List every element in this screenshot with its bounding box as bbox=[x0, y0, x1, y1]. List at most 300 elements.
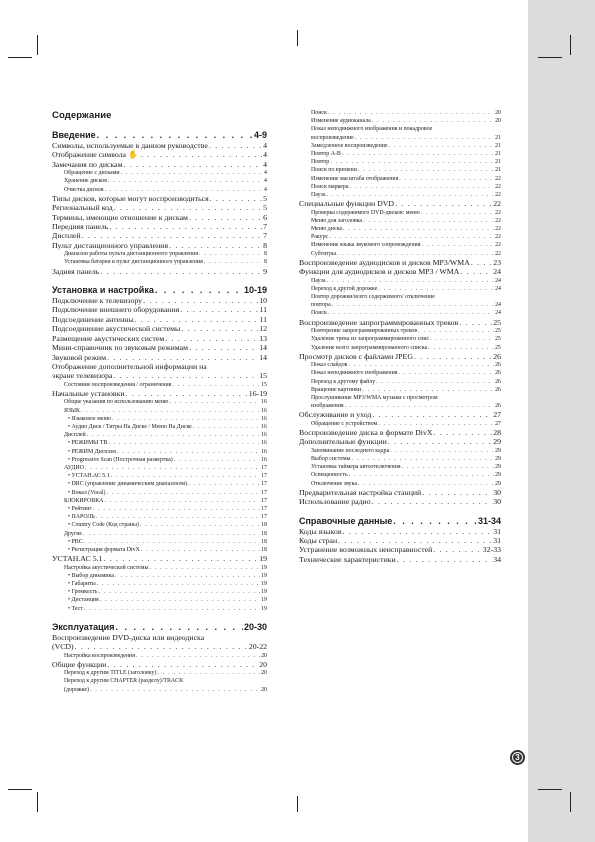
toc-entry bbox=[299, 183, 501, 191]
toc-entry-label: Вращение картинки bbox=[311, 386, 362, 393]
toc-entry-text: Переход к другим CHAPTER (разделу)/TRACK bbox=[64, 678, 184, 685]
dot-leader bbox=[157, 669, 260, 677]
toc-entry-text: Воспроизведение DVD-диска или видеодиска bbox=[52, 632, 205, 642]
dot-leader bbox=[422, 488, 492, 497]
dot-leader bbox=[169, 398, 260, 406]
toc-entry-label: Отключение звука bbox=[311, 480, 358, 487]
toc-page-number: 20-22 bbox=[248, 642, 267, 652]
toc-entry bbox=[299, 437, 501, 446]
toc-entry bbox=[299, 369, 501, 377]
dot-leader bbox=[388, 437, 492, 446]
toc-page-number: 22 bbox=[495, 242, 501, 249]
toc-page-number: 16 bbox=[261, 415, 267, 422]
toc-entry bbox=[52, 564, 267, 572]
dot-leader bbox=[87, 431, 260, 439]
toc-entry-label: Устранение возможных неисправностей bbox=[299, 545, 433, 555]
toc-page-number: 20 bbox=[259, 659, 267, 669]
dot-leader bbox=[349, 183, 494, 191]
toc-entry-label: Воспроизведение аудиодисков и дисков MP3/WMA bbox=[299, 257, 470, 267]
toc-page-number: 20 bbox=[495, 110, 501, 116]
toc-page-number: 24 bbox=[493, 267, 501, 277]
toc-page-number: 30 bbox=[493, 497, 501, 507]
toc-entry-label: Обслуживание и уход bbox=[299, 410, 372, 420]
toc-entry-label: Поиск маркера bbox=[311, 183, 349, 190]
toc-entry-label: • Языковое меню bbox=[68, 415, 111, 422]
toc-entry bbox=[52, 431, 267, 439]
toc-entry-label: Введение bbox=[52, 130, 96, 140]
toc-page-number: 24 bbox=[495, 285, 501, 292]
toc-page-number: 10 bbox=[259, 296, 267, 306]
dot-leader bbox=[363, 217, 494, 225]
dot-leader bbox=[115, 621, 243, 633]
dot-leader bbox=[402, 463, 495, 471]
toc-page-number: 17 bbox=[261, 481, 267, 488]
toc-entry-label: • DRC (управление динамическим диапазоном) bbox=[68, 481, 188, 488]
toc-entry-label: Дисплей bbox=[52, 231, 81, 241]
dot-leader bbox=[362, 386, 494, 394]
toc-page-number: 19 bbox=[261, 581, 267, 588]
toc-entry bbox=[299, 142, 501, 150]
dot-leader bbox=[414, 352, 492, 361]
dot-leader bbox=[399, 175, 494, 183]
dot-leader bbox=[136, 652, 260, 660]
toc-entry bbox=[299, 117, 501, 125]
dot-leader bbox=[113, 371, 258, 380]
toc-page-number: 26 bbox=[495, 362, 501, 369]
toc-entry bbox=[299, 361, 501, 369]
toc-entry bbox=[52, 250, 267, 258]
toc-page-number: 24 bbox=[495, 302, 501, 309]
toc-entry bbox=[299, 402, 501, 410]
crop-mark bbox=[538, 789, 562, 790]
toc-page-number: 8 bbox=[263, 240, 267, 250]
toc-page-number: 21 bbox=[495, 167, 501, 174]
toc-entry-label: Удаление всего запрограммированного списка bbox=[311, 344, 428, 351]
toc-entry bbox=[52, 588, 267, 596]
toc-entry-label: • Аудио Диск / Титры На Диске / Меню На Диске bbox=[68, 423, 192, 430]
toc-entry-label: Установка и настройка bbox=[52, 285, 154, 296]
toc-page-number: 30 bbox=[493, 487, 501, 497]
toc-entry-label: Пульт дистанционного управления bbox=[52, 240, 169, 250]
dot-leader bbox=[372, 410, 492, 419]
crop-mark bbox=[8, 789, 32, 790]
toc-entry bbox=[52, 169, 267, 177]
toc-page-number: 27 bbox=[493, 410, 501, 420]
dot-leader bbox=[107, 353, 258, 362]
dot-leader bbox=[84, 605, 260, 613]
dot-leader bbox=[155, 284, 243, 296]
toc-section bbox=[52, 621, 267, 633]
toc-page-number: 4 bbox=[264, 186, 267, 193]
toc-entry-label: • РЕЖИМ Дисплея bbox=[68, 448, 116, 455]
toc-page-number: 32-33 bbox=[482, 545, 501, 555]
toc-entry-label: Хранение дисков bbox=[64, 178, 108, 185]
toc-entry-label: • УСТАН.АС 5.1 bbox=[68, 473, 110, 480]
toc-page-number: 23 bbox=[493, 257, 501, 267]
dot-leader bbox=[126, 389, 248, 398]
dot-leader bbox=[372, 497, 493, 506]
toc-entry bbox=[52, 203, 267, 212]
toc-entry bbox=[52, 423, 267, 431]
toc-entry-label: Проверка содержимого DVD-дисков: меню bbox=[311, 209, 420, 216]
toc-page-number: 25 bbox=[493, 317, 501, 327]
toc-entry-label: Субтитры bbox=[311, 250, 336, 257]
toc-page-number: 21 bbox=[495, 151, 501, 158]
dot-leader bbox=[82, 231, 262, 240]
toc-entry-label: Замедленное воспроизведение bbox=[311, 142, 388, 149]
crop-mark bbox=[538, 57, 562, 58]
toc-page-number: 17 bbox=[261, 505, 267, 512]
dot-leader bbox=[107, 489, 261, 497]
toc-entry-label: Справочные данные bbox=[299, 515, 393, 526]
toc-entry-label: Установка батареи в пульт дистанционного управления bbox=[64, 259, 203, 266]
toc-page-number: 29 bbox=[495, 472, 501, 479]
dot-leader bbox=[169, 241, 262, 250]
toc-entry-label: Настройка акустической системы bbox=[64, 564, 149, 571]
toc-page-number: 11 bbox=[259, 305, 267, 315]
toc-entry-label: Ракурс bbox=[311, 234, 329, 241]
toc-entry bbox=[52, 213, 267, 222]
toc-page-number: 17 bbox=[261, 489, 267, 496]
dot-leader bbox=[115, 572, 260, 580]
toc-entry-label: Другие bbox=[64, 530, 83, 537]
dot-leader bbox=[343, 527, 493, 536]
toc-entry-label: Поиск bbox=[311, 110, 327, 116]
toc-entry bbox=[299, 352, 501, 361]
dot-leader bbox=[355, 134, 494, 142]
toc-page-number: 34 bbox=[493, 554, 501, 564]
dot-leader bbox=[75, 642, 248, 651]
toc-entry bbox=[299, 428, 501, 437]
dot-leader bbox=[421, 209, 494, 217]
toc-entry bbox=[299, 199, 501, 208]
toc-entry bbox=[299, 150, 501, 158]
toc-entry-label: Обращение с устройством bbox=[311, 420, 378, 427]
toc-entry-label: Показ слайдов bbox=[311, 362, 348, 369]
dot-leader bbox=[348, 361, 494, 369]
toc-entry bbox=[299, 277, 501, 285]
toc-entry bbox=[52, 315, 267, 324]
toc-page-number: 12 bbox=[259, 324, 267, 334]
toc-entry-label: Специальные функции DVD bbox=[299, 199, 395, 209]
toc-entry-label: • РЕЖИМЫ ТВ bbox=[68, 440, 108, 447]
toc-entry-label: • Вокал (Vocal) bbox=[68, 489, 106, 496]
dot-leader bbox=[460, 267, 492, 276]
toc-entry-label: Изменение масштаба отображения bbox=[311, 175, 399, 182]
toc-entry bbox=[52, 652, 267, 660]
toc-entry-label: Замечания по дискам bbox=[52, 159, 123, 169]
page-edge-tab bbox=[528, 0, 595, 842]
toc-entry-label: Общие указания по использованию меню bbox=[64, 399, 169, 406]
toc-section bbox=[299, 515, 501, 527]
dot-leader bbox=[210, 194, 262, 203]
dot-leader bbox=[180, 305, 258, 314]
dot-leader bbox=[209, 141, 262, 150]
toc-entry-label: Термины, имеющие отношение к дискам bbox=[52, 212, 188, 222]
toc-entry bbox=[52, 305, 267, 314]
toc-entry-label: Использование радио bbox=[299, 497, 371, 507]
dot-leader bbox=[199, 250, 263, 258]
toc-page-number: 22 bbox=[495, 217, 501, 224]
toc-page-number: 16 bbox=[261, 423, 267, 430]
toc-entry bbox=[299, 217, 501, 225]
toc-entry-label: Обращение с дисками bbox=[64, 170, 120, 177]
toc-page-number: 25 bbox=[495, 336, 501, 343]
dot-leader bbox=[337, 250, 494, 258]
toc-entry bbox=[299, 488, 501, 497]
dot-leader bbox=[372, 117, 494, 125]
toc-entry-label: Региональный код bbox=[52, 203, 113, 213]
toc-entry bbox=[52, 538, 267, 546]
toc-entry-label: • ПАРОЛЬ bbox=[68, 514, 95, 521]
dot-leader bbox=[174, 456, 260, 464]
toc-entry bbox=[299, 158, 501, 166]
dot-leader bbox=[376, 378, 494, 386]
toc-entry bbox=[52, 448, 267, 456]
toc-page-number: 31 bbox=[493, 526, 501, 536]
dot-leader bbox=[97, 129, 253, 141]
toc-page-number: 22 bbox=[495, 192, 501, 199]
toc-page-number: 4 bbox=[263, 159, 267, 169]
toc-entry-label: Размещение акустических систем bbox=[52, 333, 165, 343]
toc-page-number: 20-30 bbox=[243, 621, 267, 632]
toc-page-number: 22 bbox=[495, 175, 501, 182]
dot-leader bbox=[352, 455, 495, 463]
toc-page-number: 18 bbox=[261, 522, 267, 529]
toc-entry bbox=[299, 109, 501, 117]
toc-entry bbox=[52, 546, 267, 554]
dot-leader bbox=[104, 186, 263, 194]
dot-leader bbox=[181, 324, 258, 333]
toc-page-number: 26 bbox=[493, 351, 501, 361]
toc-section bbox=[52, 129, 267, 141]
toc-entry-text: Повтор дорожки/всего содержимого/ отключение bbox=[311, 294, 435, 301]
toc-entry bbox=[299, 309, 501, 317]
toc-entry bbox=[52, 258, 267, 266]
toc-page-number: 7 bbox=[263, 222, 267, 232]
page-title: Содержание bbox=[52, 110, 112, 121]
toc-entry-label: Подсоединение антенны bbox=[52, 314, 134, 324]
dot-leader bbox=[99, 588, 261, 596]
toc-entry bbox=[299, 241, 501, 249]
toc-entry bbox=[52, 371, 267, 380]
toc-entry bbox=[52, 521, 267, 529]
dot-leader bbox=[107, 660, 258, 669]
dot-leader bbox=[329, 233, 494, 241]
toc-page-number: 11 bbox=[259, 314, 267, 324]
toc-entry-label: Переход к другим TITLE (заголовку) bbox=[64, 670, 157, 677]
dot-leader bbox=[140, 521, 260, 529]
crop-mark bbox=[570, 792, 571, 812]
crop-mark bbox=[570, 35, 571, 55]
toc-entry bbox=[52, 267, 267, 276]
toc-entry bbox=[52, 353, 267, 362]
hand-icon: ✋ bbox=[128, 150, 138, 160]
dot-leader bbox=[343, 225, 494, 233]
toc-entry bbox=[52, 194, 267, 203]
dot-leader bbox=[330, 158, 494, 166]
toc-page-number: 22 bbox=[495, 250, 501, 257]
toc-page-number: 20 bbox=[261, 686, 267, 693]
toc-page-number: 18 bbox=[261, 530, 267, 537]
toc-entry-label: УСТАН.АС 5.1 bbox=[52, 554, 103, 564]
toc-page-number: 19 bbox=[261, 564, 267, 571]
toc-page-number: 8 bbox=[264, 251, 267, 258]
toc-entry bbox=[299, 225, 501, 233]
toc-entry-label: • Регистрация формата DivX bbox=[68, 547, 140, 553]
dot-leader bbox=[120, 169, 263, 177]
toc-entry-label: Дисплей bbox=[64, 432, 86, 439]
crop-mark bbox=[37, 35, 38, 55]
dot-leader bbox=[459, 318, 492, 327]
toc-entry bbox=[52, 605, 267, 613]
toc-entry-label: Технические характеристики bbox=[299, 554, 396, 564]
dot-leader bbox=[114, 203, 262, 212]
toc-entry bbox=[52, 398, 267, 406]
dot-leader bbox=[342, 150, 494, 158]
toc-entry bbox=[52, 439, 267, 447]
toc-entry-label: Воспроизведение диска в формате DivX bbox=[299, 427, 433, 437]
toc-entry bbox=[299, 191, 501, 199]
toc-entry bbox=[52, 489, 267, 497]
toc-entry bbox=[52, 343, 267, 352]
dot-leader bbox=[83, 530, 260, 538]
dot-leader bbox=[172, 381, 260, 389]
toc-entry bbox=[299, 344, 501, 352]
dot-leader bbox=[326, 277, 494, 285]
dot-leader bbox=[332, 301, 494, 309]
dot-leader bbox=[204, 258, 263, 266]
toc-page-number: 9 bbox=[263, 266, 267, 276]
toc-entry bbox=[299, 378, 501, 386]
dot-leader bbox=[165, 334, 258, 343]
toc-page-number: 28 bbox=[493, 427, 501, 437]
dot-leader bbox=[398, 369, 494, 377]
dot-leader bbox=[141, 150, 262, 159]
toc-page-number: 20 bbox=[495, 118, 501, 125]
toc-right-column bbox=[299, 109, 501, 564]
toc-entry-label: Воспроизведение запрограммированных треков bbox=[299, 317, 459, 327]
toc-page-number: 14 bbox=[259, 343, 267, 353]
dot-leader bbox=[389, 142, 495, 150]
toc-entry-label: • Громкость bbox=[68, 589, 98, 596]
dot-leader bbox=[97, 580, 260, 588]
toc-page-number: 4 bbox=[264, 170, 267, 177]
toc-page-number: 26 bbox=[495, 370, 501, 377]
toc-entry-label: Пауза bbox=[311, 277, 326, 284]
dot-leader bbox=[189, 213, 262, 222]
dot-leader bbox=[117, 448, 260, 456]
toc-entry-label: Коды стран bbox=[299, 535, 338, 545]
toc-entry bbox=[52, 241, 267, 250]
toc-entry bbox=[299, 386, 501, 394]
dot-leader bbox=[103, 554, 258, 563]
toc-entry-label: Очистка дисков bbox=[64, 186, 104, 193]
dot-leader bbox=[433, 545, 481, 554]
toc-page-number: 4-9 bbox=[253, 130, 267, 140]
toc-entry-label: Меню диска bbox=[311, 226, 342, 233]
dot-leader bbox=[189, 343, 258, 352]
crop-mark bbox=[37, 792, 38, 812]
dot-leader bbox=[193, 423, 260, 431]
toc-entry bbox=[52, 472, 267, 480]
toc-entry-label: Показ неподвижного изображения bbox=[311, 370, 398, 377]
toc-entry bbox=[299, 301, 501, 309]
toc-entry-label: воспроизведение bbox=[311, 134, 354, 141]
dot-leader bbox=[90, 686, 260, 694]
toc-entry-label: Запоминание последнего кадра bbox=[311, 447, 390, 454]
toc-page-number: 7 bbox=[263, 231, 267, 241]
toc-page-number: 16 bbox=[261, 448, 267, 455]
toc-entry bbox=[52, 324, 267, 333]
dot-leader bbox=[421, 241, 494, 249]
toc-entry-label: Подсоединение акустической системы bbox=[52, 324, 181, 334]
toc-entry bbox=[299, 527, 501, 536]
toc-entry-label: Звуковой режим bbox=[52, 352, 107, 362]
toc-entry bbox=[299, 410, 501, 419]
toc-entry-label: Изменение языка звукового сопровождения bbox=[311, 242, 421, 249]
toc-entry bbox=[299, 134, 501, 142]
toc-entry bbox=[299, 233, 501, 241]
toc-entry-label: Пауза bbox=[311, 192, 326, 199]
toc-entry-label: • Рейтинг bbox=[68, 505, 92, 512]
toc-entry-label: Предварительная настройка станций bbox=[299, 487, 422, 497]
dot-leader bbox=[328, 309, 494, 317]
toc-entry bbox=[52, 513, 267, 521]
toc-entry-label: • Выбор динамика bbox=[68, 572, 114, 579]
toc-entry-label: экране телевизора bbox=[52, 371, 113, 381]
toc-page-number: 15 bbox=[259, 371, 267, 381]
page-number-badge bbox=[510, 750, 525, 765]
dot-leader bbox=[108, 439, 260, 447]
toc-page-number: 20 bbox=[261, 652, 267, 659]
toc-entry bbox=[52, 407, 267, 415]
dot-leader bbox=[378, 285, 494, 293]
toc-entry bbox=[299, 480, 501, 488]
toc-entry bbox=[52, 596, 267, 604]
toc-entry-label: Функции для аудиодисков и дисков MP3 / WMA bbox=[299, 267, 460, 277]
toc-entry bbox=[52, 160, 267, 169]
toc-entry-label: Повтор bbox=[311, 159, 330, 166]
dot-leader bbox=[188, 480, 260, 488]
toc-page-number: 31-34 bbox=[477, 515, 501, 526]
toc-page-number: 29 bbox=[495, 455, 501, 462]
toc-entry bbox=[52, 381, 267, 389]
toc-entry bbox=[52, 580, 267, 588]
toc-entry bbox=[299, 497, 501, 506]
toc-entry bbox=[299, 335, 501, 343]
dot-leader bbox=[428, 344, 494, 352]
toc-entry-label: Настройка воспроизведения bbox=[64, 652, 135, 659]
toc-entry bbox=[52, 150, 267, 159]
toc-entry bbox=[52, 389, 267, 398]
toc-page-number: 15 bbox=[261, 381, 267, 388]
toc-entry bbox=[52, 669, 267, 677]
toc-entry-label: Общие функции bbox=[52, 659, 107, 669]
toc-entry bbox=[299, 258, 501, 267]
toc-entry bbox=[299, 175, 501, 183]
dot-leader bbox=[378, 420, 494, 428]
toc-entry-text: Отображение дополнительной информации на bbox=[52, 361, 207, 371]
toc-entry bbox=[52, 222, 267, 231]
toc-entry-label: Просмотр дисков с файлами JPEG bbox=[299, 351, 413, 361]
toc-entry-label: Переход к другому файлу bbox=[311, 378, 376, 385]
toc-entry bbox=[52, 334, 267, 343]
toc-page-number: 4 bbox=[264, 178, 267, 185]
toc-page-number: 25 bbox=[495, 328, 501, 335]
toc-page-number: 22 bbox=[495, 234, 501, 241]
toc-entry-label: • Дистанция bbox=[68, 597, 99, 604]
